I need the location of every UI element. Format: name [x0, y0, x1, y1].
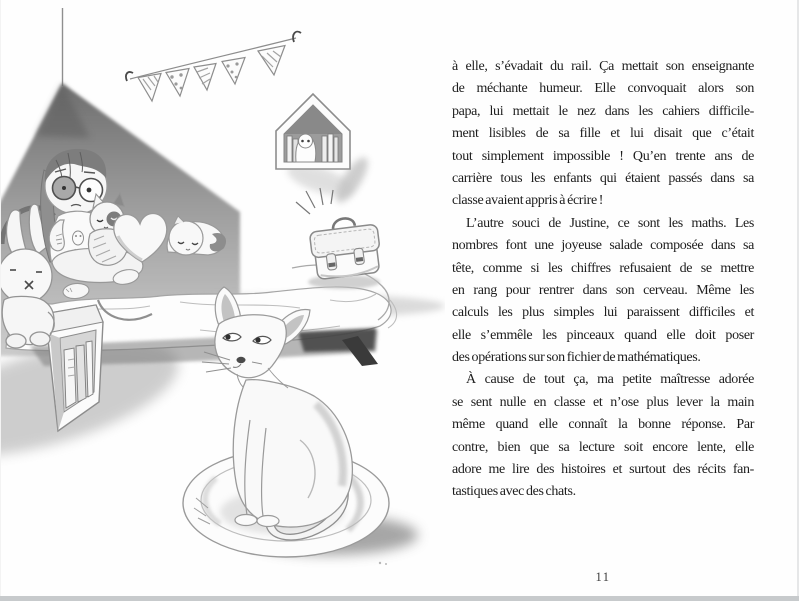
text-line: carrière tous les enfants qui étaient passés dans sa [452, 170, 754, 186]
pennant-flag [258, 46, 285, 76]
text-line: de méchante humeur. Elle convoquait alors son [452, 81, 754, 97]
bunting-banner [126, 32, 301, 101]
text-line: elle s’emmêle les pinceaux quand elle doit poser [452, 327, 754, 343]
text-line: à elle, s’évadait du rail. Ça mettait son enseignante [452, 59, 754, 74]
text-line: tastiques avec des chats. [452, 484, 576, 500]
page-text [452, 56, 754, 504]
cat-body [233, 380, 352, 527]
text-line: des opérations sur son fichier de mathématiques. [452, 350, 701, 366]
school-satchel [308, 215, 383, 280]
window-bottom-edge [0, 596, 799, 601]
house-shelf [276, 94, 350, 169]
pennant-flag [222, 58, 245, 85]
text-line: adore me lire des histoires et surtout des récits fan- [452, 462, 754, 478]
text-line: classe avaient appris à écrire ! [452, 193, 604, 209]
siamese-cat [183, 287, 418, 565]
text-line: nombres font une joyeuse salade composée dans sa [452, 238, 754, 254]
page-number: 11 [595, 570, 611, 584]
text-line: tout simplement impossible ! Qu’en trente ans de [452, 148, 754, 164]
pennant-flag [138, 74, 161, 102]
text-line: papa, lui mettait le nez dans les cahiers difficile- [452, 103, 754, 119]
pennant-flag [166, 69, 189, 97]
text-line: contre, bien que sa lecture soit encore lente, elle [452, 439, 754, 455]
window-left-edge [0, 0, 1, 601]
text-line: même quand elle connaît la bonne réponse. Par [452, 417, 754, 433]
text-line: calculs les plus simples lui paraissent difficiles et [452, 305, 754, 321]
text-line: se sent nulle en classe et n’ose plus lever la main [452, 394, 754, 410]
text-line: tête, comme si les chiffres refusaient de se mettre [452, 260, 754, 276]
cat-head [215, 315, 286, 378]
text-line: À cause de tout ça, ma petite maîtresse adorée [466, 372, 754, 388]
text-line: L’autre souci de Justine, ce sont les maths. Les [466, 215, 754, 231]
pennant-flag [194, 64, 216, 91]
text-line: en rang pour rentrer dans son cerveau. Même les [452, 282, 754, 298]
text-line: ment lisibles de sa fille et lui disait que c’était [452, 126, 754, 142]
